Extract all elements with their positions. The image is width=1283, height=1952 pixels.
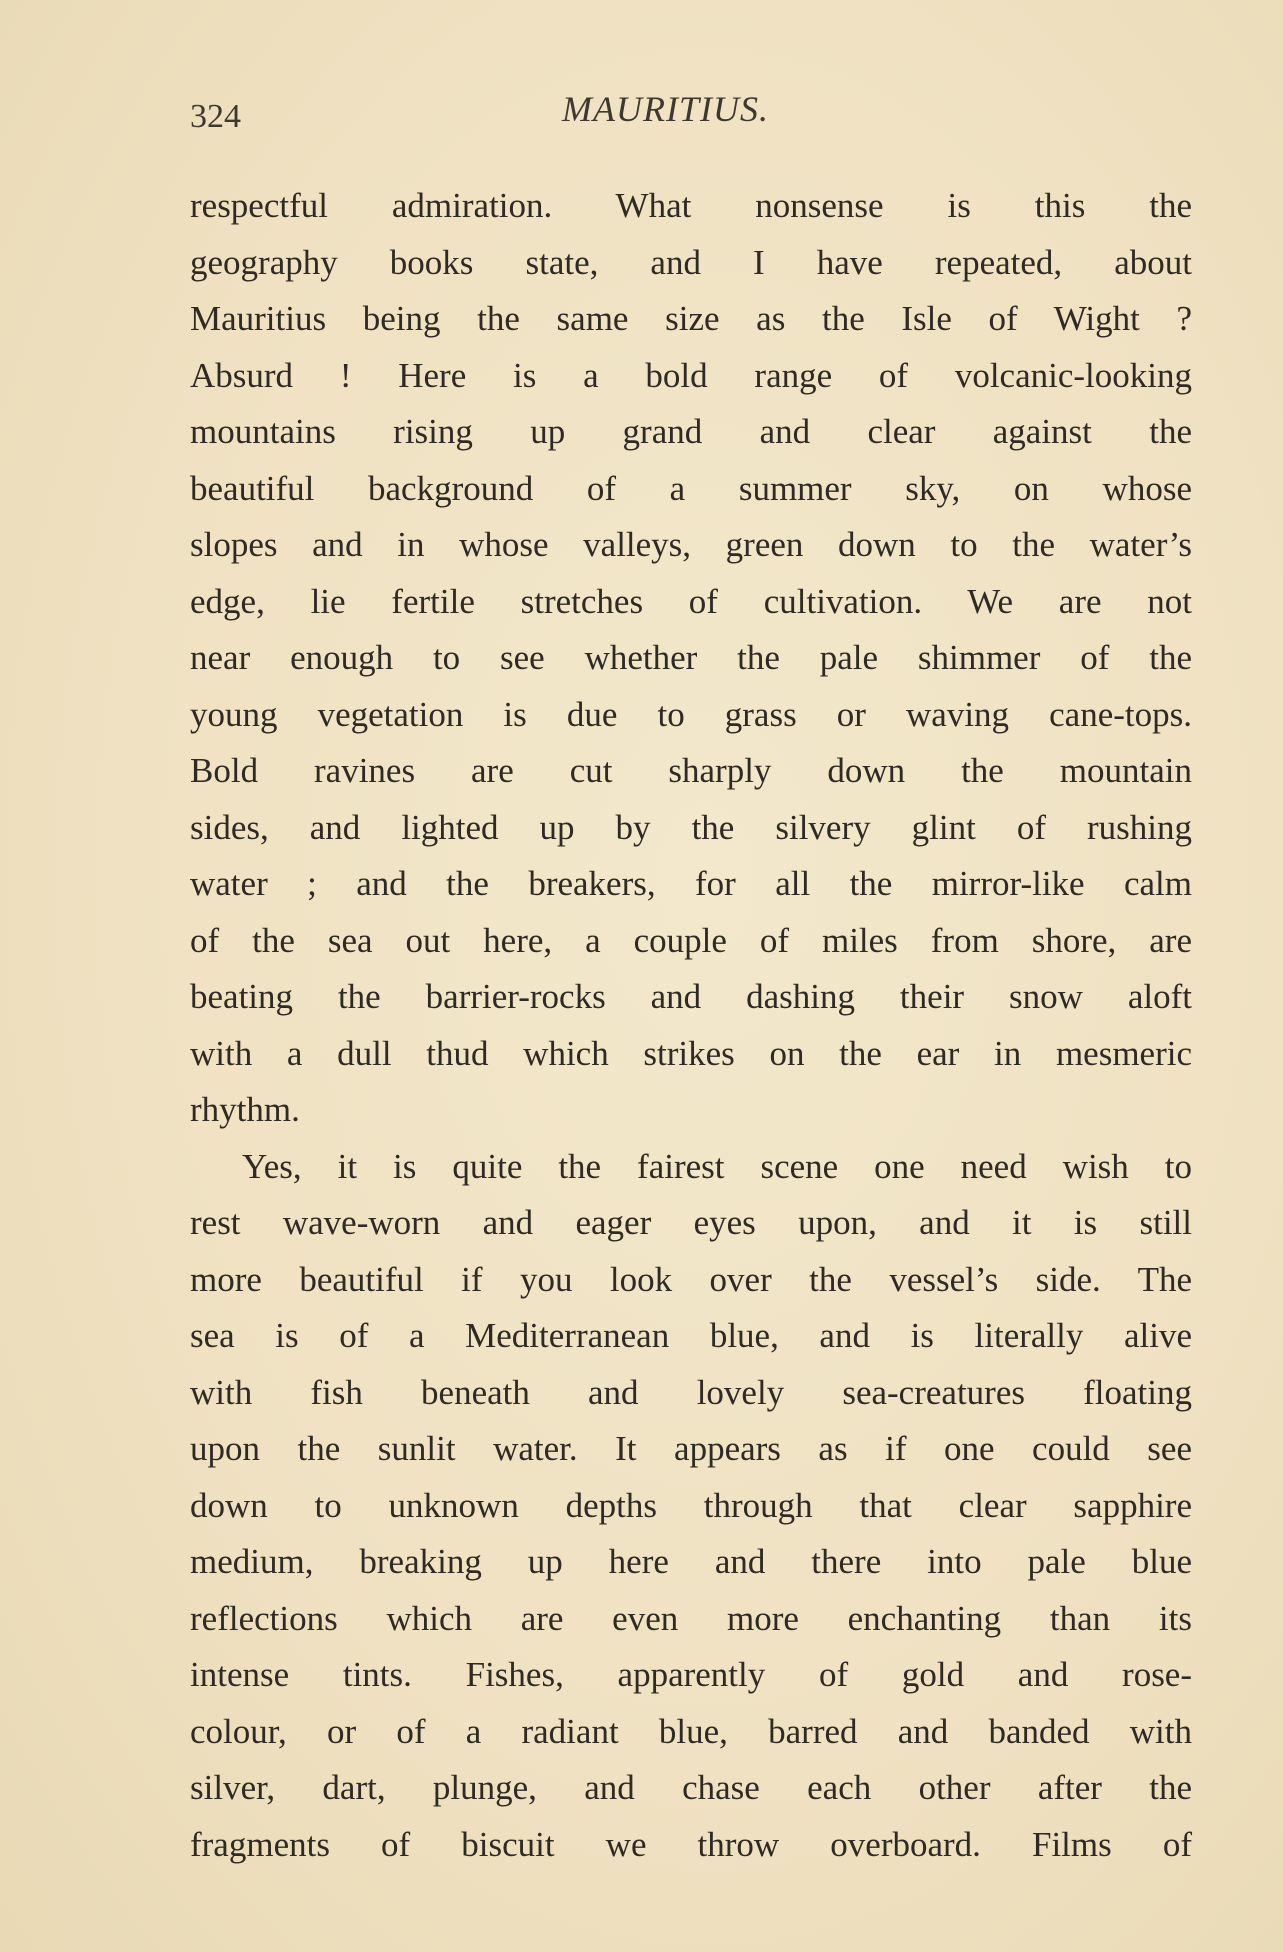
text-line: respectful admiration. What nonsense is this the bbox=[190, 186, 1192, 225]
text-line: young vegetation is due to grass or waving cane-tops. bbox=[190, 694, 1192, 734]
text-line: geography books state, and I have repeated, about bbox=[190, 242, 1192, 282]
text-line: slopes and in whose valleys, green down to the water’s bbox=[190, 525, 1192, 564]
text-line: rhythm. bbox=[190, 1090, 300, 1129]
text-line: upon the sunlit water. It appears as if one could see bbox=[190, 1429, 1192, 1468]
text-line: edge, lie fertile stretches of cultivation. We are not bbox=[190, 581, 1192, 621]
text-line: of the sea out here, a couple of miles from shore, are bbox=[190, 920, 1192, 960]
text-line: mountains rising up grand and clear against the bbox=[190, 412, 1192, 451]
text-line: more beautiful if you look over the vessel’s side. The bbox=[190, 1259, 1192, 1299]
text-line: Bold ravines are cut sharply down the mountain bbox=[190, 751, 1192, 790]
paragraph-2 bbox=[190, 1139, 1192, 1874]
text-line: sides, and lighted up by the silvery glint of rushing bbox=[190, 807, 1192, 847]
text-line: medium, breaking up here and there into pale blue bbox=[190, 1542, 1192, 1581]
text-line: sea is of a Mediterranean blue, and is literally alive bbox=[190, 1316, 1192, 1355]
text-line: beating the barrier-rocks and dashing their snow aloft bbox=[190, 977, 1192, 1016]
text-line: water ; and the breakers, for all the mirror-like calm bbox=[190, 864, 1192, 903]
text-line: with fish beneath and lovely sea-creatures floating bbox=[190, 1372, 1192, 1412]
text-line: reflections which are even more enchanting than its bbox=[190, 1598, 1192, 1638]
text-line: Mauritius being the same size as the Isle of Wight ? bbox=[190, 299, 1192, 338]
text-line: down to unknown depths through that clear sapphire bbox=[190, 1485, 1192, 1525]
page-number: 324 bbox=[190, 98, 241, 135]
body-text bbox=[190, 178, 1192, 1873]
text-line: fragments of biscuit we throw overboard. Films of bbox=[190, 1824, 1192, 1864]
running-head: MAURITIUS. bbox=[562, 89, 769, 129]
text-line: with a dull thud which strikes on the ear in mesmeric bbox=[190, 1033, 1192, 1073]
paragraph-1 bbox=[190, 178, 1192, 1139]
text-line: beautiful background of a summer sky, on whose bbox=[190, 468, 1192, 508]
text-line: near enough to see whether the pale shimmer of the bbox=[190, 638, 1192, 677]
text-line: Yes, it is quite the fairest scene one need wish to bbox=[242, 1146, 1192, 1186]
text-line: rest wave-worn and eager eyes upon, and it is still bbox=[190, 1203, 1192, 1242]
page-header bbox=[190, 88, 1202, 138]
text-line: silver, dart, plunge, and chase each other after the bbox=[190, 1768, 1192, 1807]
text-line: intense tints. Fishes, apparently of gold and rose- bbox=[190, 1655, 1192, 1694]
text-line: colour, or of a radiant blue, barred and banded with bbox=[190, 1711, 1192, 1751]
text-line: Absurd ! Here is a bold range of volcanic-looking bbox=[190, 355, 1192, 395]
